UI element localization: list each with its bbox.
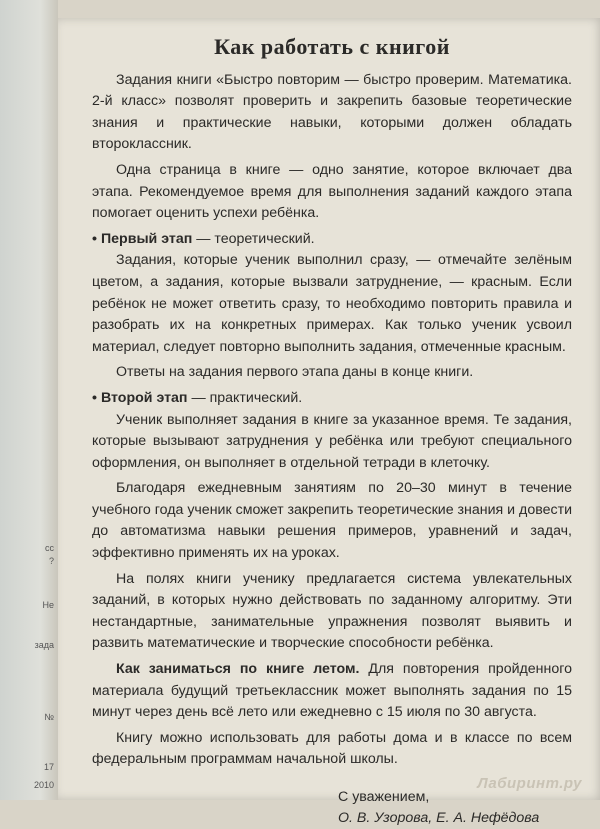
- paragraph-stage-two: Ученик выполняет задания в книге за указанное время. Те задания, которые вызывают затруднения у ребёнка или требуют специального оформления, он выполняет в отдельной тетради в клеточку.: [92, 411, 572, 471]
- edge-text: сс: [45, 543, 54, 553]
- stage-two-subtitle: — практический.: [187, 389, 303, 406]
- edge-text: Не: [42, 600, 54, 610]
- edge-text: ?: [48, 556, 54, 566]
- bullet-icon: •: [92, 230, 97, 247]
- summer-title: Как заниматься по книге летом.: [116, 661, 360, 678]
- page-title: Как работать с книгой: [214, 34, 450, 59]
- paragraph-margins: На полях книги ученику предлагается система увлекательных заданий, в которых нужно действовать по заданному алгоритму. Эти нестандартные, занимательные упражнения позволят выявить и развить математические и творческие способности ребёнка.: [92, 570, 572, 652]
- previous-page-edge: [0, 0, 58, 800]
- edge-text: №: [44, 712, 54, 722]
- paragraph-stage-one: Задания, которые ученик выполнил сразу, — отмечайте зелёным цветом, а задания, которые вызвали затруднение, — красным. Если ребёнок не может ответить сразу, то необходимо повторить правила и разобрать их на конкретных примерах. Как только ученик усвоил материал, следует повторно выполнить задания, отмеченные красным.: [92, 252, 572, 355]
- stage-one-subtitle: — теоретический.: [192, 230, 315, 247]
- signature: [338, 787, 572, 829]
- stage-one-heading: [92, 229, 572, 251]
- paragraph-usage: Книгу можно использовать для работы дома и в классе по всем федеральным программам начальной школы.: [92, 729, 572, 768]
- signature-names: О. В. Узорова, Е. А. Нефёдова: [338, 810, 540, 826]
- paragraph-answers: Ответы на задания первого этапа даны в конце книги.: [116, 364, 474, 381]
- paragraph-summer: [92, 659, 572, 724]
- paragraph-daily: Благодаря ежедневным занятиям по 20–30 минут в течение учебного года ученик сможет закрепить теоретические знания и довести до автоматизма навыки решения примеров, уравнений и задач, эффективно применять их на уроках.: [92, 480, 572, 562]
- stage-two-title: Второй этап: [100, 389, 188, 406]
- watermark: Лабиринт.ру: [477, 775, 582, 792]
- signature-greeting: С уважением,: [338, 789, 430, 805]
- page-content: [92, 36, 572, 829]
- edge-text: 17: [43, 762, 54, 772]
- paragraph-intro: Задания книги «Быстро повторим — быстро проверим. Математика. 2-й класс» позволят проверить и закрепить базовые теоретические знания и практические навыки, которыми должен обладать второклассник.: [92, 71, 572, 153]
- edge-text: 2010: [33, 780, 54, 790]
- summer-text: Для повторения пройденного материала будущий третьеклассник может выполнять задания по 15 минут через день всё лето или ежедневно с 15 июля по 30 августа.: [92, 661, 572, 721]
- bullet-icon: •: [92, 389, 97, 406]
- stage-two-heading: [92, 388, 572, 410]
- edge-text: зада: [34, 640, 54, 650]
- stage-one-title: Первый этап: [100, 230, 193, 247]
- paragraph-structure: Одна страница в книге — одно занятие, которое включает два этапа. Рекомендуемое время для выполнения заданий каждого этапа помогает оценить успехи ребёнка.: [92, 161, 572, 222]
